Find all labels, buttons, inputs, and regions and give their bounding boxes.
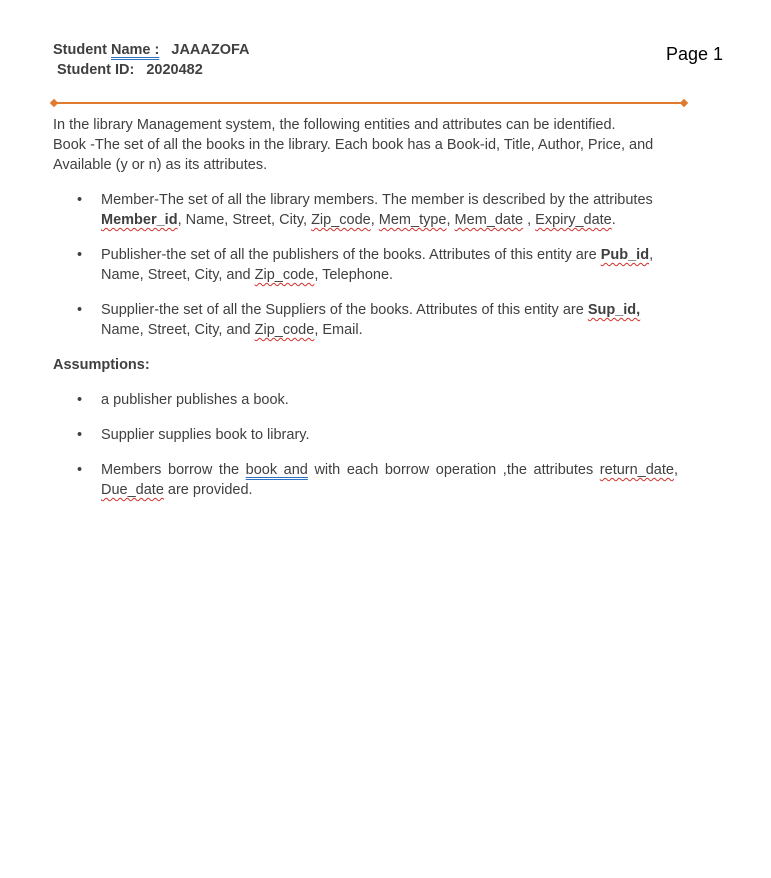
list-item-publisher <box>53 245 678 285</box>
supplier-end: , Email. <box>314 322 363 338</box>
member-sep-1: , <box>370 212 379 228</box>
assumption-item-2 <box>53 425 678 445</box>
assumption-text-1: a publisher publishes a book. <box>101 392 289 408</box>
bullet-icon: • <box>77 392 83 408</box>
student-label: Student <box>53 42 107 58</box>
bullet-icon: • <box>77 462 83 478</box>
page-number: Page 1 <box>666 44 724 64</box>
student-name-row <box>53 40 250 60</box>
assumption-item-3 <box>53 460 678 500</box>
assumption-text-2: Supplier supplies book to library. <box>101 427 310 443</box>
member-sep-3: , <box>523 212 536 228</box>
supplier-text-2: Name, Street, City, and <box>101 322 255 338</box>
assumption-item-1 <box>53 390 678 410</box>
member-text: Member-The set of all the library members. The member is described by the attributes <box>101 192 653 208</box>
list-item-supplier <box>53 300 678 340</box>
member-type-attr: Mem_type <box>378 212 447 228</box>
name-label: Name : <box>111 42 160 58</box>
divider-left-end <box>50 99 58 107</box>
member-id-attr: Member_id <box>101 212 178 228</box>
supplier-zip-attr: Zip_code <box>254 322 315 338</box>
supplier-text: Supplier-the set of all the Suppliers of the books. Attributes of this entity are <box>101 302 588 318</box>
assumption-sep: , <box>673 462 678 478</box>
assumptions-list <box>53 390 678 500</box>
intro-paragraph <box>53 115 678 175</box>
intro-line-1: In the library Management system, the following entities and attributes can be identified. <box>53 117 616 133</box>
publisher-id-attr: Pub_id <box>600 247 650 263</box>
publisher-text-2: , Name, Street, City, and <box>101 247 654 283</box>
list-item-member <box>53 190 678 230</box>
member-expiry-attr: Expiry_date <box>535 212 612 228</box>
member-text-2: , Name, Street, City, <box>177 212 312 228</box>
supplier-id-attr: Sup_id, <box>587 302 641 318</box>
assumptions-heading: Assumptions: <box>53 357 150 373</box>
publisher-end: , Telephone. <box>314 267 394 283</box>
due-date-attr: Due_date <box>101 482 164 498</box>
student-id-value: 2020482 <box>146 62 203 78</box>
assumption-end: are provided. <box>163 482 253 498</box>
entity-list <box>53 190 678 340</box>
bullet-icon: • <box>77 427 83 443</box>
intro-line-2: Book -The set of all the books in the library. Each book has a Book-id, Title, Author, Price, and Available (y or n) as its attributes. <box>53 137 654 173</box>
document-body <box>53 115 678 515</box>
student-header <box>53 40 250 80</box>
assumption-text-3b: with each borrow operation ,the attributes <box>307 462 600 478</box>
divider-right-end <box>680 99 688 107</box>
student-name-value: JAAAZOFA <box>171 42 250 58</box>
book-and-phrase: book and <box>245 462 308 478</box>
member-zip-attr: Zip_code <box>311 212 371 228</box>
return-date-attr: return_date <box>599 462 674 478</box>
member-date-attr: Mem_date <box>454 212 524 228</box>
member-end: . <box>611 212 616 228</box>
student-id-row <box>53 60 250 80</box>
bullet-icon: • <box>77 302 83 318</box>
header-divider <box>55 102 683 104</box>
student-id-label: Student ID: <box>57 62 135 78</box>
assumption-text-3: Members borrow the <box>101 462 246 478</box>
member-sep-2: , <box>446 212 455 228</box>
publisher-zip-attr: Zip_code <box>254 267 315 283</box>
bullet-icon: • <box>77 247 83 263</box>
publisher-text: Publisher-the set of all the publishers of the books. Attributes of this entity are <box>101 247 601 263</box>
bullet-icon: • <box>77 192 83 208</box>
